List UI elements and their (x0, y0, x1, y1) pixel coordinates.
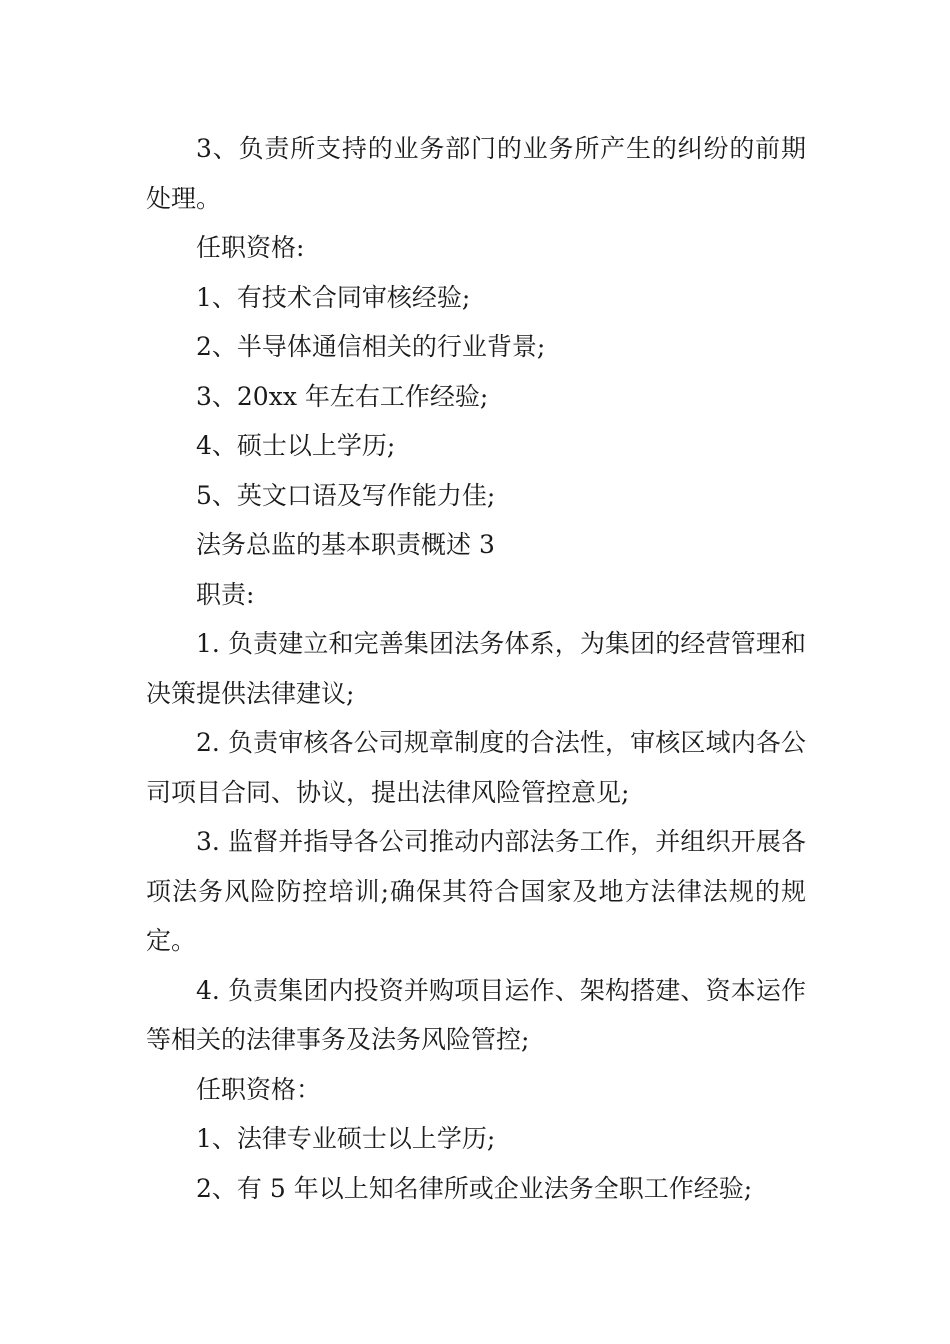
paragraph: 2、有 5 年以上知名律所或企业法务全职工作经验; (196, 1173, 753, 1203)
paragraph: 4. 负责集团内投资并购项目运作、架构搭建、资本运作等相关的法律事务及法务风险管控; (146, 975, 806, 1054)
paragraph: 职责: (196, 579, 255, 609)
paragraph: 3. 监督并指导各公司推动内部法务工作，并组织开展各项法务风险防控培训;确保其符合国家及地方法律法规的规定。 (146, 827, 806, 955)
document-body (146, 124, 806, 1213)
paragraph: 1、法律专业硕士以上学历; (196, 1124, 496, 1153)
paragraph: 1. 负责建立和完善集团法务体系，为集团的经营管理和决策提供法律建议; (146, 629, 806, 708)
paragraph: 2. 负责审核各公司规章制度的合法性，审核区域内各公司项目合同、协议，提出法律风险管控意见; (146, 728, 806, 807)
paragraph: 2、半导体通信相关的行业背景; (196, 332, 546, 361)
section-heading: 法务总监的基本职责概述 3 (196, 530, 495, 559)
paragraph: 5、英文口语及写作能力佳; (196, 480, 496, 510)
paragraph: 任职资格: (196, 233, 305, 262)
paragraph: 3、20xx 年左右工作经验; (196, 381, 489, 411)
paragraph: 任职资格： (196, 1074, 322, 1104)
paragraph: 3、负责所支持的业务部门的业务所产生的纠纷的前期处理。 (146, 134, 806, 213)
paragraph: 1、有技术合同审核经验; (196, 282, 471, 312)
paragraph: 4、硕士以上学历; (196, 431, 396, 460)
